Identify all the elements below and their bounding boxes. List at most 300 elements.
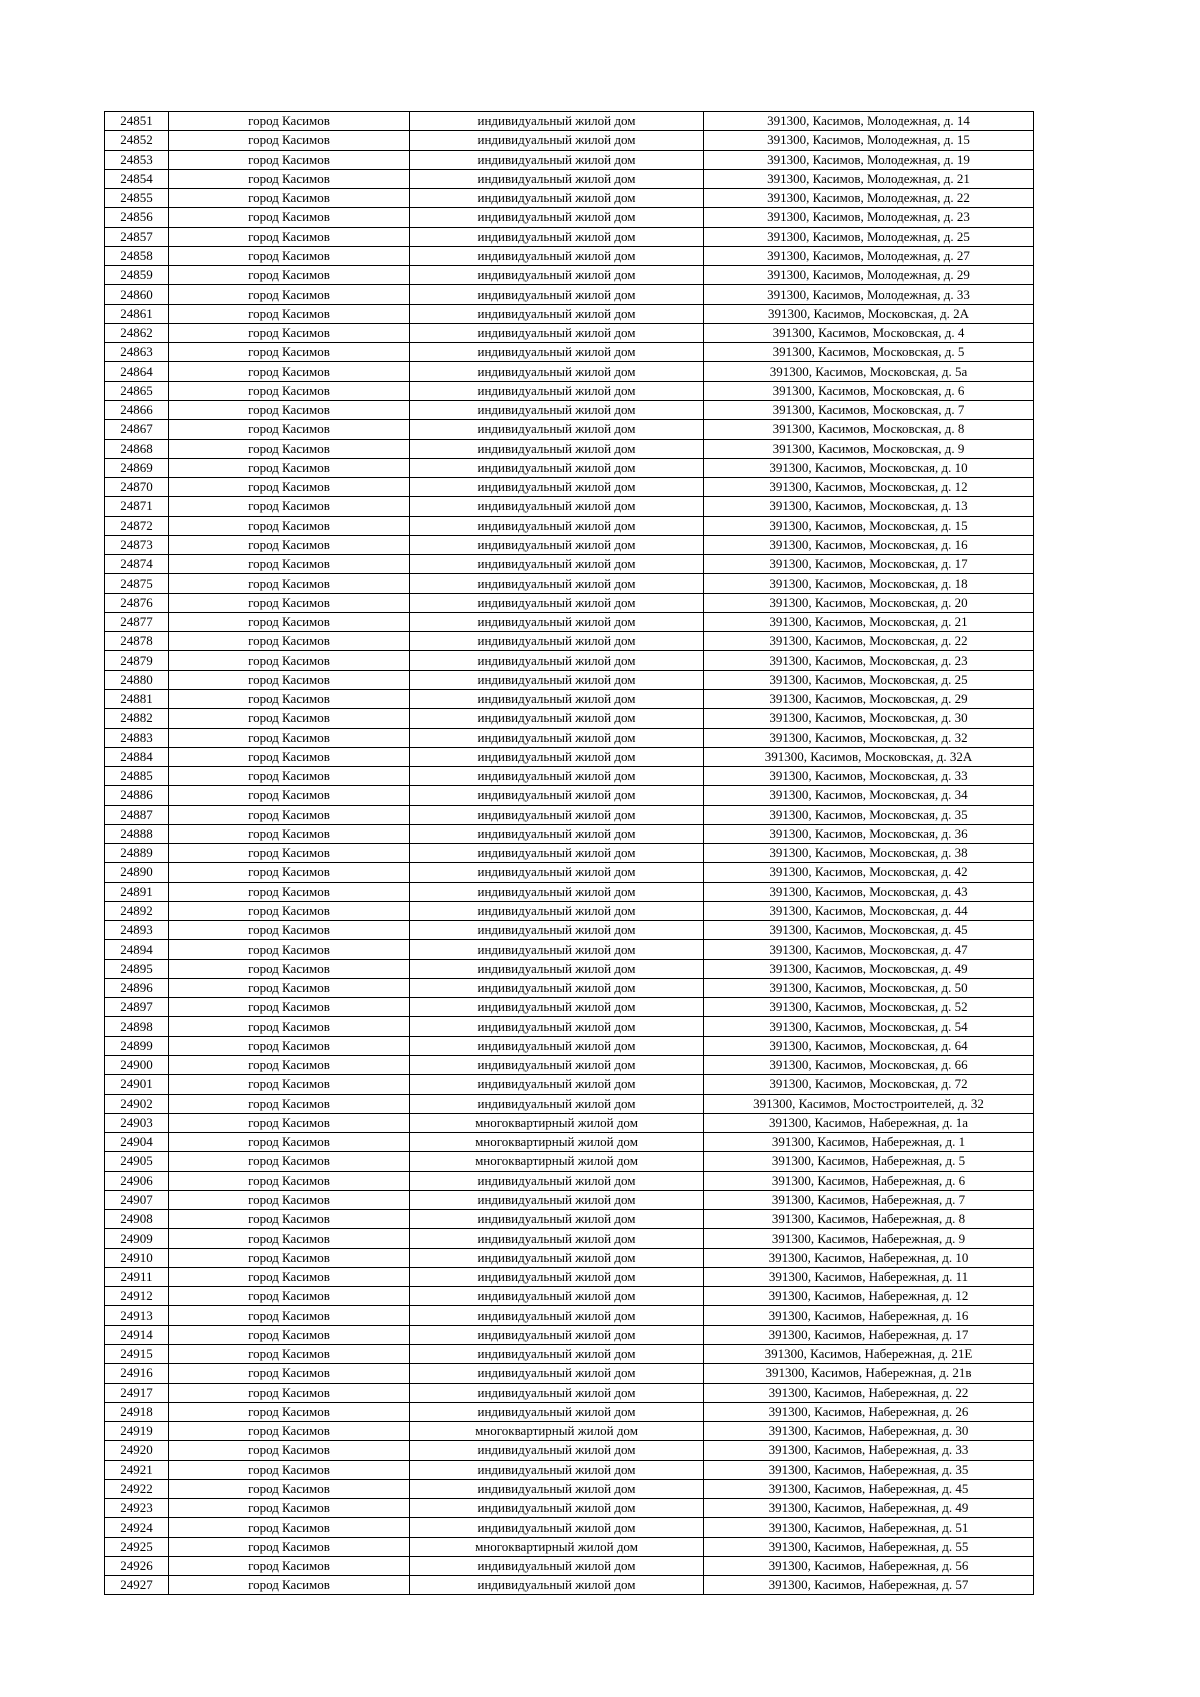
table-row — [105, 323, 1034, 342]
locality-cell: город Касимов — [169, 362, 410, 381]
record-number-cell: 24859 — [105, 266, 169, 285]
building-type-cell: индивидуальный жилой дом — [410, 844, 704, 863]
building-type-cell: индивидуальный жилой дом — [410, 516, 704, 535]
locality-cell: город Касимов — [169, 786, 410, 805]
address-cell: 391300, Касимов, Набережная, д. 35 — [704, 1460, 1034, 1479]
record-number-cell: 24887 — [105, 805, 169, 824]
building-type-cell: индивидуальный жилой дом — [410, 1556, 704, 1575]
locality-cell: город Касимов — [169, 400, 410, 419]
table-row — [105, 1576, 1034, 1595]
building-type-cell: индивидуальный жилой дом — [410, 1056, 704, 1075]
record-number-cell: 24923 — [105, 1499, 169, 1518]
building-type-cell: индивидуальный жилой дом — [410, 824, 704, 843]
table-row — [105, 747, 1034, 766]
record-number-cell: 24858 — [105, 246, 169, 265]
building-type-cell: индивидуальный жилой дом — [410, 1518, 704, 1537]
record-number-cell: 24894 — [105, 940, 169, 959]
address-cell: 391300, Касимов, Молодежная, д. 19 — [704, 150, 1034, 169]
building-type-cell: индивидуальный жилой дом — [410, 285, 704, 304]
table-row — [105, 439, 1034, 458]
locality-cell: город Касимов — [169, 767, 410, 786]
table-row — [105, 1267, 1034, 1286]
locality-cell: город Касимов — [169, 227, 410, 246]
table-row — [105, 1402, 1034, 1421]
table-row — [105, 689, 1034, 708]
address-cell: 391300, Касимов, Московская, д. 45 — [704, 921, 1034, 940]
table-row — [105, 728, 1034, 747]
address-cell: 391300, Касимов, Московская, д. 25 — [704, 670, 1034, 689]
record-number-cell: 24886 — [105, 786, 169, 805]
address-cell: 391300, Касимов, Московская, д. 5 — [704, 343, 1034, 362]
locality-cell: город Касимов — [169, 1499, 410, 1518]
locality-cell: город Касимов — [169, 901, 410, 920]
table-row — [105, 1036, 1034, 1055]
locality-cell: город Касимов — [169, 189, 410, 208]
record-number-cell: 24911 — [105, 1267, 169, 1286]
record-number-cell: 24900 — [105, 1056, 169, 1075]
record-number-cell: 24927 — [105, 1576, 169, 1595]
address-cell: 391300, Касимов, Московская, д. 35 — [704, 805, 1034, 824]
building-type-cell: индивидуальный жилой дом — [410, 362, 704, 381]
locality-cell: город Касимов — [169, 1345, 410, 1364]
locality-cell: город Касимов — [169, 651, 410, 670]
address-cell: 391300, Касимов, Московская, д. 15 — [704, 516, 1034, 535]
building-type-cell: индивидуальный жилой дом — [410, 1402, 704, 1421]
table-row — [105, 227, 1034, 246]
locality-cell: город Касимов — [169, 1518, 410, 1537]
record-number-cell: 24889 — [105, 844, 169, 863]
locality-cell: город Касимов — [169, 593, 410, 612]
table-row — [105, 1499, 1034, 1518]
record-number-cell: 24895 — [105, 959, 169, 978]
record-number-cell: 24898 — [105, 1017, 169, 1036]
address-cell: 391300, Касимов, Набережная, д. 26 — [704, 1402, 1034, 1421]
address-cell: 391300, Касимов, Набережная, д. 33 — [704, 1441, 1034, 1460]
address-cell: 391300, Касимов, Набережная, д. 5 — [704, 1152, 1034, 1171]
locality-cell: город Касимов — [169, 863, 410, 882]
registry-table-body — [105, 112, 1034, 1595]
address-cell: 391300, Касимов, Московская, д. 52 — [704, 998, 1034, 1017]
table-row — [105, 478, 1034, 497]
record-number-cell: 24871 — [105, 497, 169, 516]
table-row — [105, 1422, 1034, 1441]
locality-cell: город Касимов — [169, 805, 410, 824]
table-row — [105, 535, 1034, 554]
address-cell: 391300, Касимов, Московская, д. 12 — [704, 478, 1034, 497]
address-cell: 391300, Касимов, Набережная, д. 45 — [704, 1479, 1034, 1498]
address-cell: 391300, Касимов, Набережная, д. 49 — [704, 1499, 1034, 1518]
building-type-cell: индивидуальный жилой дом — [410, 1171, 704, 1190]
locality-cell: город Касимов — [169, 1152, 410, 1171]
locality-cell: город Касимов — [169, 1229, 410, 1248]
record-number-cell: 24903 — [105, 1113, 169, 1132]
table-row — [105, 1479, 1034, 1498]
table-row — [105, 1383, 1034, 1402]
table-row — [105, 246, 1034, 265]
building-type-cell: индивидуальный жилой дом — [410, 131, 704, 150]
record-number-cell: 24881 — [105, 689, 169, 708]
locality-cell: город Касимов — [169, 1267, 410, 1286]
record-number-cell: 24925 — [105, 1537, 169, 1556]
address-cell: 391300, Касимов, Московская, д. 6 — [704, 381, 1034, 400]
building-type-cell: индивидуальный жилой дом — [410, 651, 704, 670]
table-row — [105, 169, 1034, 188]
address-cell: 391300, Касимов, Московская, д. 32А — [704, 747, 1034, 766]
building-type-cell: индивидуальный жилой дом — [410, 1075, 704, 1094]
record-number-cell: 24919 — [105, 1422, 169, 1441]
housing-registry-table — [104, 111, 1034, 1595]
table-row — [105, 1190, 1034, 1209]
locality-cell: город Касимов — [169, 1383, 410, 1402]
address-cell: 391300, Касимов, Московская, д. 34 — [704, 786, 1034, 805]
building-type-cell: индивидуальный жилой дом — [410, 882, 704, 901]
building-type-cell: индивидуальный жилой дом — [410, 1325, 704, 1344]
address-cell: 391300, Касимов, Набережная, д. 11 — [704, 1267, 1034, 1286]
building-type-cell: индивидуальный жилой дом — [410, 747, 704, 766]
building-type-cell: индивидуальный жилой дом — [410, 1306, 704, 1325]
building-type-cell: индивидуальный жилой дом — [410, 767, 704, 786]
locality-cell: город Касимов — [169, 497, 410, 516]
building-type-cell: индивидуальный жилой дом — [410, 1229, 704, 1248]
address-cell: 391300, Касимов, Московская, д. 10 — [704, 458, 1034, 477]
table-row — [105, 400, 1034, 419]
record-number-cell: 24866 — [105, 400, 169, 419]
table-row — [105, 844, 1034, 863]
record-number-cell: 24867 — [105, 420, 169, 439]
address-cell: 391300, Касимов, Московская, д. 54 — [704, 1017, 1034, 1036]
record-number-cell: 24907 — [105, 1190, 169, 1209]
address-cell: 391300, Касимов, Мостостроителей, д. 32 — [704, 1094, 1034, 1113]
table-row — [105, 1094, 1034, 1113]
building-type-cell: индивидуальный жилой дом — [410, 1383, 704, 1402]
building-type-cell: индивидуальный жилой дом — [410, 1460, 704, 1479]
building-type-cell: индивидуальный жилой дом — [410, 863, 704, 882]
address-cell: 391300, Касимов, Московская, д. 29 — [704, 689, 1034, 708]
building-type-cell: индивидуальный жилой дом — [410, 1017, 704, 1036]
locality-cell: город Касимов — [169, 844, 410, 863]
locality-cell: город Касимов — [169, 1441, 410, 1460]
address-cell: 391300, Касимов, Молодежная, д. 27 — [704, 246, 1034, 265]
record-number-cell: 24916 — [105, 1364, 169, 1383]
address-cell: 391300, Касимов, Московская, д. 2А — [704, 304, 1034, 323]
table-row — [105, 1306, 1034, 1325]
address-cell: 391300, Касимов, Набережная, д. 7 — [704, 1190, 1034, 1209]
table-row — [105, 1171, 1034, 1190]
building-type-cell: индивидуальный жилой дом — [410, 1210, 704, 1229]
table-row — [105, 882, 1034, 901]
record-number-cell: 24920 — [105, 1441, 169, 1460]
table-row — [105, 112, 1034, 131]
address-cell: 391300, Касимов, Набережная, д. 9 — [704, 1229, 1034, 1248]
building-type-cell: индивидуальный жилой дом — [410, 574, 704, 593]
address-cell: 391300, Касимов, Московская, д. 9 — [704, 439, 1034, 458]
table-row — [105, 1152, 1034, 1171]
record-number-cell: 24861 — [105, 304, 169, 323]
building-type-cell: индивидуальный жилой дом — [410, 940, 704, 959]
record-number-cell: 24914 — [105, 1325, 169, 1344]
locality-cell: город Касимов — [169, 728, 410, 747]
table-row — [105, 1537, 1034, 1556]
address-cell: 391300, Касимов, Набережная, д. 8 — [704, 1210, 1034, 1229]
building-type-cell: многоквартирный жилой дом — [410, 1152, 704, 1171]
address-cell: 391300, Касимов, Молодежная, д. 21 — [704, 169, 1034, 188]
record-number-cell: 24902 — [105, 1094, 169, 1113]
building-type-cell: индивидуальный жилой дом — [410, 1576, 704, 1595]
record-number-cell: 24875 — [105, 574, 169, 593]
record-number-cell: 24904 — [105, 1133, 169, 1152]
building-type-cell: индивидуальный жилой дом — [410, 189, 704, 208]
record-number-cell: 24905 — [105, 1152, 169, 1171]
address-cell: 391300, Касимов, Московская, д. 49 — [704, 959, 1034, 978]
locality-cell: город Касимов — [169, 478, 410, 497]
table-row — [105, 555, 1034, 574]
record-number-cell: 24860 — [105, 285, 169, 304]
locality-cell: город Касимов — [169, 978, 410, 997]
record-number-cell: 24854 — [105, 169, 169, 188]
record-number-cell: 24856 — [105, 208, 169, 227]
record-number-cell: 24872 — [105, 516, 169, 535]
record-number-cell: 24918 — [105, 1402, 169, 1421]
record-number-cell: 24888 — [105, 824, 169, 843]
table-row — [105, 1364, 1034, 1383]
record-number-cell: 24885 — [105, 767, 169, 786]
address-cell: 391300, Касимов, Московская, д. 13 — [704, 497, 1034, 516]
address-cell: 391300, Касимов, Московская, д. 43 — [704, 882, 1034, 901]
address-cell: 391300, Касимов, Набережная, д. 56 — [704, 1556, 1034, 1575]
record-number-cell: 24892 — [105, 901, 169, 920]
record-number-cell: 24879 — [105, 651, 169, 670]
table-row — [105, 1287, 1034, 1306]
address-cell: 391300, Касимов, Московская, д. 23 — [704, 651, 1034, 670]
address-cell: 391300, Касимов, Набережная, д. 10 — [704, 1248, 1034, 1267]
table-row — [105, 863, 1034, 882]
table-row — [105, 901, 1034, 920]
table-row — [105, 343, 1034, 362]
record-number-cell: 24908 — [105, 1210, 169, 1229]
locality-cell: город Касимов — [169, 1210, 410, 1229]
building-type-cell: индивидуальный жилой дом — [410, 1267, 704, 1286]
building-type-cell: индивидуальный жилой дом — [410, 612, 704, 631]
record-number-cell: 24899 — [105, 1036, 169, 1055]
record-number-cell: 24855 — [105, 189, 169, 208]
locality-cell: город Касимов — [169, 1248, 410, 1267]
locality-cell: город Касимов — [169, 1537, 410, 1556]
table-row — [105, 805, 1034, 824]
building-type-cell: индивидуальный жилой дом — [410, 497, 704, 516]
building-type-cell: индивидуальный жилой дом — [410, 632, 704, 651]
table-row — [105, 998, 1034, 1017]
address-cell: 391300, Касимов, Молодежная, д. 29 — [704, 266, 1034, 285]
table-row — [105, 1345, 1034, 1364]
locality-cell: город Касимов — [169, 1460, 410, 1479]
record-number-cell: 24863 — [105, 343, 169, 362]
address-cell: 391300, Касимов, Московская, д. 4 — [704, 323, 1034, 342]
locality-cell: город Касимов — [169, 998, 410, 1017]
locality-cell: город Касимов — [169, 1306, 410, 1325]
address-cell: 391300, Касимов, Московская, д. 17 — [704, 555, 1034, 574]
record-number-cell: 24882 — [105, 709, 169, 728]
building-type-cell: индивидуальный жилой дом — [410, 169, 704, 188]
address-cell: 391300, Касимов, Московская, д. 50 — [704, 978, 1034, 997]
building-type-cell: индивидуальный жилой дом — [410, 420, 704, 439]
record-number-cell: 24874 — [105, 555, 169, 574]
record-number-cell: 24862 — [105, 323, 169, 342]
address-cell: 391300, Касимов, Московская, д. 44 — [704, 901, 1034, 920]
table-row — [105, 304, 1034, 323]
record-number-cell: 24913 — [105, 1306, 169, 1325]
building-type-cell: индивидуальный жилой дом — [410, 593, 704, 612]
record-number-cell: 24857 — [105, 227, 169, 246]
record-number-cell: 24883 — [105, 728, 169, 747]
locality-cell: город Касимов — [169, 959, 410, 978]
building-type-cell: многоквартирный жилой дом — [410, 1133, 704, 1152]
address-cell: 391300, Касимов, Московская, д. 22 — [704, 632, 1034, 651]
address-cell: 391300, Касимов, Молодежная, д. 23 — [704, 208, 1034, 227]
building-type-cell: многоквартирный жилой дом — [410, 1537, 704, 1556]
table-row — [105, 458, 1034, 477]
table-row — [105, 497, 1034, 516]
locality-cell: город Касимов — [169, 940, 410, 959]
table-row — [105, 1229, 1034, 1248]
address-cell: 391300, Касимов, Набережная, д. 21Е — [704, 1345, 1034, 1364]
record-number-cell: 24909 — [105, 1229, 169, 1248]
building-type-cell: индивидуальный жилой дом — [410, 805, 704, 824]
address-cell: 391300, Касимов, Московская, д. 36 — [704, 824, 1034, 843]
address-cell: 391300, Касимов, Набережная, д. 1а — [704, 1113, 1034, 1132]
address-cell: 391300, Касимов, Набережная, д. 55 — [704, 1537, 1034, 1556]
locality-cell: город Касимов — [169, 921, 410, 940]
locality-cell: город Касимов — [169, 1113, 410, 1132]
record-number-cell: 24869 — [105, 458, 169, 477]
record-number-cell: 24906 — [105, 1171, 169, 1190]
address-cell: 391300, Касимов, Московская, д. 7 — [704, 400, 1034, 419]
building-type-cell: индивидуальный жилой дом — [410, 998, 704, 1017]
table-row — [105, 1518, 1034, 1537]
table-row — [105, 1075, 1034, 1094]
locality-cell: город Касимов — [169, 112, 410, 131]
building-type-cell: индивидуальный жилой дом — [410, 921, 704, 940]
locality-cell: город Касимов — [169, 323, 410, 342]
record-number-cell: 24910 — [105, 1248, 169, 1267]
building-type-cell: индивидуальный жилой дом — [410, 1479, 704, 1498]
address-cell: 391300, Касимов, Молодежная, д. 33 — [704, 285, 1034, 304]
record-number-cell: 24876 — [105, 593, 169, 612]
table-row — [105, 574, 1034, 593]
locality-cell: город Касимов — [169, 439, 410, 458]
table-row — [105, 767, 1034, 786]
table-row — [105, 921, 1034, 940]
building-type-cell: индивидуальный жилой дом — [410, 1248, 704, 1267]
building-type-cell: индивидуальный жилой дом — [410, 786, 704, 805]
table-row — [105, 1248, 1034, 1267]
table-row — [105, 150, 1034, 169]
locality-cell: город Касимов — [169, 420, 410, 439]
table-row — [105, 131, 1034, 150]
record-number-cell: 24878 — [105, 632, 169, 651]
record-number-cell: 24884 — [105, 747, 169, 766]
building-type-cell: индивидуальный жилой дом — [410, 150, 704, 169]
table-row — [105, 381, 1034, 400]
locality-cell: город Касимов — [169, 689, 410, 708]
table-row — [105, 670, 1034, 689]
locality-cell: город Касимов — [169, 1287, 410, 1306]
locality-cell: город Касимов — [169, 612, 410, 631]
table-row — [105, 786, 1034, 805]
address-cell: 391300, Касимов, Набережная, д. 22 — [704, 1383, 1034, 1402]
table-row — [105, 1056, 1034, 1075]
building-type-cell: индивидуальный жилой дом — [410, 1287, 704, 1306]
record-number-cell: 24917 — [105, 1383, 169, 1402]
building-type-cell: индивидуальный жилой дом — [410, 709, 704, 728]
address-cell: 391300, Касимов, Набережная, д. 57 — [704, 1576, 1034, 1595]
address-cell: 391300, Касимов, Молодежная, д. 22 — [704, 189, 1034, 208]
locality-cell: город Касимов — [169, 670, 410, 689]
building-type-cell: индивидуальный жилой дом — [410, 112, 704, 131]
table-row — [105, 362, 1034, 381]
table-row — [105, 1113, 1034, 1132]
table-row — [105, 959, 1034, 978]
locality-cell: город Касимов — [169, 458, 410, 477]
record-number-cell: 24870 — [105, 478, 169, 497]
table-row — [105, 1325, 1034, 1344]
address-cell: 391300, Касимов, Молодежная, д. 14 — [704, 112, 1034, 131]
building-type-cell: индивидуальный жилой дом — [410, 978, 704, 997]
table-row — [105, 593, 1034, 612]
table-row — [105, 266, 1034, 285]
address-cell: 391300, Касимов, Московская, д. 66 — [704, 1056, 1034, 1075]
address-cell: 391300, Касимов, Московская, д. 20 — [704, 593, 1034, 612]
locality-cell: город Касимов — [169, 1325, 410, 1344]
record-number-cell: 24921 — [105, 1460, 169, 1479]
locality-cell: город Касимов — [169, 555, 410, 574]
record-number-cell: 24893 — [105, 921, 169, 940]
address-cell: 391300, Касимов, Московская, д. 30 — [704, 709, 1034, 728]
locality-cell: город Касимов — [169, 1576, 410, 1595]
record-number-cell: 24901 — [105, 1075, 169, 1094]
building-type-cell: индивидуальный жилой дом — [410, 689, 704, 708]
locality-cell: город Касимов — [169, 1075, 410, 1094]
locality-cell: город Касимов — [169, 709, 410, 728]
record-number-cell: 24853 — [105, 150, 169, 169]
address-cell: 391300, Касимов, Набережная, д. 30 — [704, 1422, 1034, 1441]
address-cell: 391300, Касимов, Московская, д. 64 — [704, 1036, 1034, 1055]
address-cell: 391300, Касимов, Московская, д. 8 — [704, 420, 1034, 439]
address-cell: 391300, Касимов, Московская, д. 18 — [704, 574, 1034, 593]
record-number-cell: 24873 — [105, 535, 169, 554]
address-cell: 391300, Касимов, Набережная, д. 1 — [704, 1133, 1034, 1152]
address-cell: 391300, Касимов, Набережная, д. 51 — [704, 1518, 1034, 1537]
building-type-cell: индивидуальный жилой дом — [410, 1190, 704, 1209]
record-number-cell: 24897 — [105, 998, 169, 1017]
locality-cell: город Касимов — [169, 1094, 410, 1113]
record-number-cell: 24877 — [105, 612, 169, 631]
building-type-cell: индивидуальный жилой дом — [410, 1364, 704, 1383]
address-cell: 391300, Касимов, Московская, д. 21 — [704, 612, 1034, 631]
record-number-cell: 24891 — [105, 882, 169, 901]
locality-cell: город Касимов — [169, 574, 410, 593]
record-number-cell: 24890 — [105, 863, 169, 882]
building-type-cell: индивидуальный жилой дом — [410, 1499, 704, 1518]
building-type-cell: индивидуальный жилой дом — [410, 555, 704, 574]
building-type-cell: индивидуальный жилой дом — [410, 1094, 704, 1113]
address-cell: 391300, Касимов, Московская, д. 32 — [704, 728, 1034, 747]
table-row — [105, 208, 1034, 227]
locality-cell: город Касимов — [169, 882, 410, 901]
building-type-cell: индивидуальный жилой дом — [410, 959, 704, 978]
record-number-cell: 24924 — [105, 1518, 169, 1537]
address-cell: 391300, Касимов, Набережная, д. 6 — [704, 1171, 1034, 1190]
building-type-cell: индивидуальный жилой дом — [410, 343, 704, 362]
